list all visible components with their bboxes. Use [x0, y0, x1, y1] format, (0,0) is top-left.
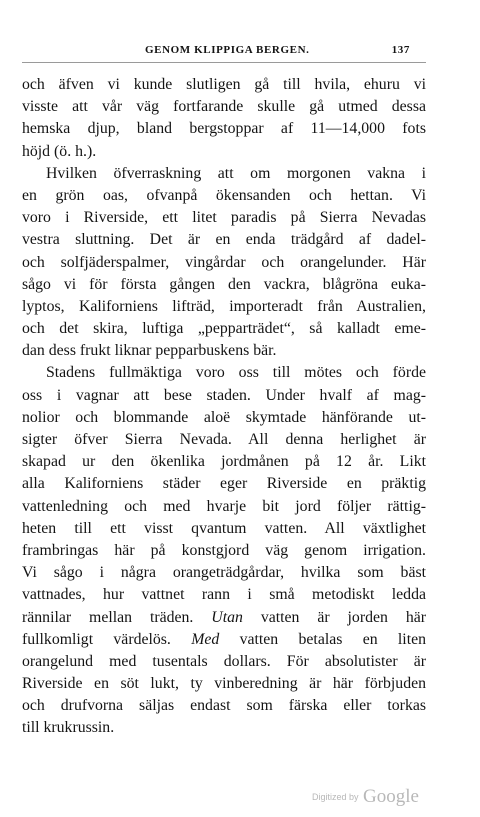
text-segment: hemska djup, bland bergstoppar af 11—14,000 fots [22, 120, 426, 138]
text-segment: Hvilken öfverraskning att om morgonen vakna i [46, 164, 426, 182]
text-segment: visste att vår väg fortfarande skulle gå utmed dessa [22, 98, 426, 116]
text-line [22, 429, 426, 451]
text-line [22, 118, 426, 140]
text-line [22, 651, 426, 673]
text-segment: oss i vagnar att bese staden. Under hvalf af mag- [22, 386, 426, 404]
text-line [22, 274, 426, 296]
text-segment: lyptos, Kaliforniens lifträd, importeradt från Australien, [22, 297, 426, 315]
text-line [22, 362, 426, 384]
text-segment: sågo vi för första gången den vackra, blågröna euka- [22, 275, 426, 293]
text-line [22, 385, 426, 407]
running-title: GENOM KLIPPIGA BERGEN. [145, 44, 310, 56]
text-segment: orangelund med tusentals dollars. För absolutister är [22, 652, 426, 670]
text-line [22, 473, 426, 495]
text-line [22, 207, 426, 229]
text-line [22, 318, 426, 340]
text-segment: vatten betalas en liten [219, 630, 426, 648]
text-line [22, 673, 426, 695]
text-line [22, 296, 426, 318]
body-text [22, 74, 426, 740]
text-line [22, 717, 426, 739]
text-line [22, 496, 426, 518]
text-segment: höjd (ö. h.). [22, 142, 97, 160]
text-line [22, 252, 426, 274]
watermark-brand: Google [362, 786, 419, 807]
text-segment: alla Kaliforniens städer eger Riverside en präktig [22, 475, 426, 493]
text-segment: dan dess frukt liknar pepparbuskens bär. [22, 342, 277, 360]
text-segment: rännilar mellan träden. [22, 608, 212, 626]
text-line [22, 185, 426, 207]
text-line [22, 518, 426, 540]
text-line [22, 562, 426, 584]
text-segment: vestra sluttning. Det är en enda trädgård af dadel- [22, 231, 426, 249]
text-line [22, 607, 426, 629]
text-segment: fullkomligt värdelös. [22, 630, 192, 648]
text-line [22, 695, 426, 717]
page-number: 137 [391, 44, 410, 56]
text-line [22, 96, 426, 118]
text-segment: till krukrussin. [22, 719, 115, 737]
text-segment: vattenledning och med hvarje bit jord följer rättig- [22, 497, 426, 515]
text-segment: heten till ett visst qvantum vatten. All växtlighet [22, 519, 426, 537]
watermark-prefix: Digitized by [312, 792, 359, 802]
text-segment: och äfven vi kunde slutligen gå till hvila, ehuru vi [22, 76, 426, 93]
text-line [22, 340, 426, 362]
text-line [22, 163, 426, 185]
text-line [22, 584, 426, 606]
text-segment: skapad ur den ökenlika jordmånen på 12 år. Likt [22, 453, 426, 471]
text-segment: och solfjäderspalmer, vingårdar och orangelunder. Här [22, 253, 426, 271]
text-segment: nolior och blommande aloë skymtade hänförande ut- [22, 408, 426, 426]
text-line [22, 229, 426, 251]
header-rule [22, 62, 426, 63]
text-segment: och det skira, luftiga „pepparträdet“, så kalladt eme- [22, 320, 426, 338]
text-line [22, 629, 426, 651]
text-segment: Riverside en söt lukt, ty vinberedning är här förbjuden [22, 675, 426, 693]
text-segment: Stadens fullmäktiga voro oss till mötes och förde [46, 364, 426, 382]
text-line [22, 540, 426, 562]
text-line [22, 74, 426, 96]
running-head [145, 44, 410, 60]
text-segment: vattnades, hur vattnet rann i små metodiskt ledda [22, 586, 426, 604]
text-segment: en grön oas, ofvanpå ökensanden och hettan. Vi [22, 186, 426, 204]
emphasis-word: Utan [211, 608, 243, 626]
text-line [22, 407, 426, 429]
text-segment: voro i Riverside, ett litet paradis på Sierra Nevadas [22, 209, 426, 227]
text-segment: sigter öfver Sierra Nevada. All denna herlighet är [22, 431, 426, 448]
text-segment: frambringas här på konstgjord väg genom irrigation. [22, 541, 426, 559]
text-segment: och drufvorna säljas endast som färska eller torkas [22, 697, 426, 715]
emphasis-word: Med [191, 630, 220, 648]
digitization-watermark [312, 786, 419, 808]
text-line [22, 141, 426, 163]
text-segment: Vi sågo i några orangeträdgårdar, hvilka som bäst [22, 564, 426, 582]
text-segment: vatten är jorden här [242, 608, 426, 626]
text-line [22, 451, 426, 473]
